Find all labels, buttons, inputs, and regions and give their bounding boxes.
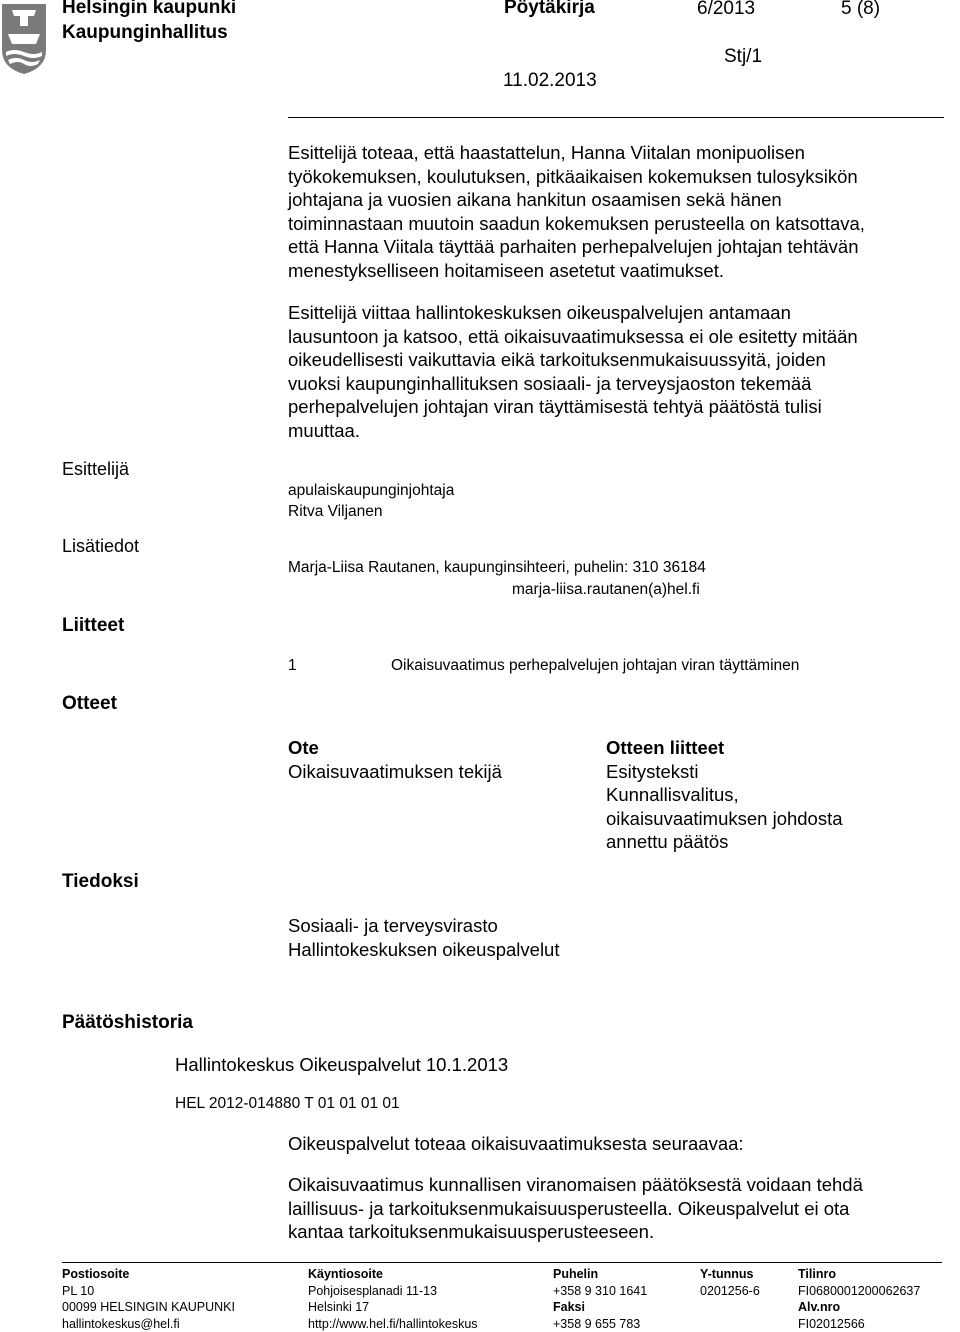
text-line: Esittelijä toteaa, että haastattelun, Hanna Viitalan monipuolisen [288, 142, 805, 163]
extracts-col2-head: Otteen liitteet [606, 737, 725, 758]
extracts-col1-head: Ote [288, 737, 319, 758]
info-contact: Marja-Liisa Rautanen, kaupunginsihteeri, puhelin: 310 36184 [288, 559, 706, 576]
text-line: että Hanna Viitala täyttää parhaiten perhepalvelujen johtajan tehtävän [288, 236, 859, 257]
footer-phone [553, 1266, 647, 1332]
footer-postal-head: Postiosoite [62, 1267, 130, 1281]
text-line: menestykselliseen hoitamiseen asetetut vaatimukset. [288, 259, 724, 281]
header-item: Stj/1 [724, 46, 763, 67]
notice-item: Hallintokeskuksen oikeuspalvelut [288, 938, 560, 960]
text-line: muuttaa. [288, 419, 360, 441]
extracts-col2-item: Esitysteksti [606, 760, 699, 782]
text-line: oikeudellisesti vaikuttavia eikä tarkoituksenmukaisuussyitä, joiden [288, 349, 826, 370]
text-line: perhepalvelujen johtajan viran täyttämisestä tehtyä päätöstä tulisi [288, 396, 822, 417]
text-line: kantaa tarkoituksenmukaisuusperusteeseen. [288, 1221, 655, 1242]
helsinki-crest-logo [0, 0, 48, 76]
history-ref: HEL 2012-014880 T 01 01 01 01 [175, 1095, 400, 1112]
header-body: Kaupunginhallitus [62, 22, 228, 43]
footer-postal [62, 1266, 235, 1332]
footer-fax-head: Faksi [553, 1300, 585, 1314]
text-line: toiminnastaan muutoin saadun kokemuksen perusteella on katsottava, [288, 212, 865, 234]
header-page: 5 (8) [841, 0, 881, 19]
extracts-col1 [288, 736, 502, 783]
notices-label: Tiedoksi [62, 871, 139, 892]
footer-line: FI02012566 [798, 1316, 865, 1331]
crest-icon [0, 0, 48, 76]
notice-item: Sosiaali- ja terveysvirasto [288, 915, 498, 936]
info-label: Lisätiedot [62, 536, 140, 556]
info-email[interactable]: marja-liisa.rautanen(a)hel.fi [512, 581, 700, 598]
history-statement: Oikeuspalvelut toteaa oikaisuvaatimuksesta seuraavaa: [288, 1133, 744, 1154]
footer-business-id-head: Y-tunnus [700, 1267, 754, 1281]
extracts-label: Otteet [62, 693, 117, 714]
footer-line: PL 10 [62, 1283, 95, 1298]
footer-business-id [700, 1266, 760, 1299]
footer-url[interactable]: http://www.hel.fi/hallintokeskus [308, 1316, 478, 1331]
footer-account [798, 1266, 920, 1332]
text-line: laillisuus- ja tarkoituksenmukaisuusperusteella. Oikeuspalvelut ei ota [288, 1197, 850, 1219]
footer-visit [308, 1266, 478, 1332]
presenter-label: Esittelijä [62, 459, 130, 479]
footer-line: 0201256-6 [700, 1283, 760, 1298]
header-org: Helsingin kaupunki [62, 0, 237, 18]
history-entry-title: Hallintokeskus Oikeuspalvelut 10.1.2013 [175, 1054, 509, 1075]
header-number: 6/2013 [697, 0, 756, 19]
history-text [288, 1173, 863, 1244]
history-title: Päätöshistoria [62, 1012, 193, 1033]
footer-line: Helsinki 17 [308, 1300, 370, 1314]
header-doc-type: Pöytäkirja [504, 0, 595, 18]
presenter-name: Ritva Viljanen [288, 503, 383, 520]
notices-list [288, 914, 559, 961]
footer-phone-head: Puhelin [553, 1267, 599, 1281]
footer-email[interactable]: hallintokeskus@hel.fi [62, 1316, 180, 1331]
attachment-number: 1 [288, 657, 297, 674]
attachments-label: Liitteet [62, 615, 125, 636]
presenter-title: apulaiskaupunginjohtaja [288, 482, 455, 499]
attachment-item[interactable]: Oikaisuvaatimus perhepalvelujen johtajan viran täyttäminen [391, 657, 800, 674]
extracts-col2-item: oikaisuvaatimuksen johdosta [606, 807, 843, 829]
footer-line: FI0680001200062637 [798, 1283, 921, 1298]
text-line: johtajana ja vuosien aikana hankitun osaamisen sekä hänen [288, 189, 782, 210]
footer-line: Pohjoisesplanadi 11-13 [308, 1283, 438, 1298]
footer-vat-head: Alv.nro [798, 1300, 841, 1314]
extracts-col2-item: Kunnallisvalitus, [606, 784, 739, 805]
footer-line: +358 9 310 1641 [553, 1283, 648, 1298]
footer-line: 00099 HELSINGIN KAUPUNKI [62, 1300, 235, 1314]
header-date: 11.02.2013 [503, 70, 597, 91]
paragraph-2 [288, 301, 858, 442]
extracts-col2-item: annettu päätös [606, 831, 729, 852]
text-line: Esittelijä viittaa hallintokeskuksen oikeuspalvelujen antamaan [288, 302, 791, 323]
text-line: työkokemuksen, koulutuksen, pitkäaikaisen kokemuksen tulosyksikön [288, 165, 858, 187]
footer-rule [62, 1262, 942, 1263]
footer-line: +358 9 655 783 [553, 1316, 641, 1331]
text-line: Oikaisuvaatimus kunnallisen viranomaisen päätöksestä voidaan tehdä [288, 1174, 863, 1195]
text-line: vuoksi kaupunginhallituksen sosiaali- ja terveysjaoston tekemää [288, 372, 812, 394]
extracts-col1-item: Oikaisuvaatimuksen tekijä [288, 760, 502, 782]
footer-account-head: Tilinro [798, 1267, 836, 1281]
header-rule [288, 117, 944, 118]
footer-visit-head: Käyntiosoite [308, 1267, 384, 1281]
extracts-col2 [606, 736, 843, 854]
paragraph-1 [288, 141, 865, 282]
text-line: lausuntoon ja katsoo, että oikaisuvaatimuksessa ei ole esitetty mitään [288, 325, 858, 347]
